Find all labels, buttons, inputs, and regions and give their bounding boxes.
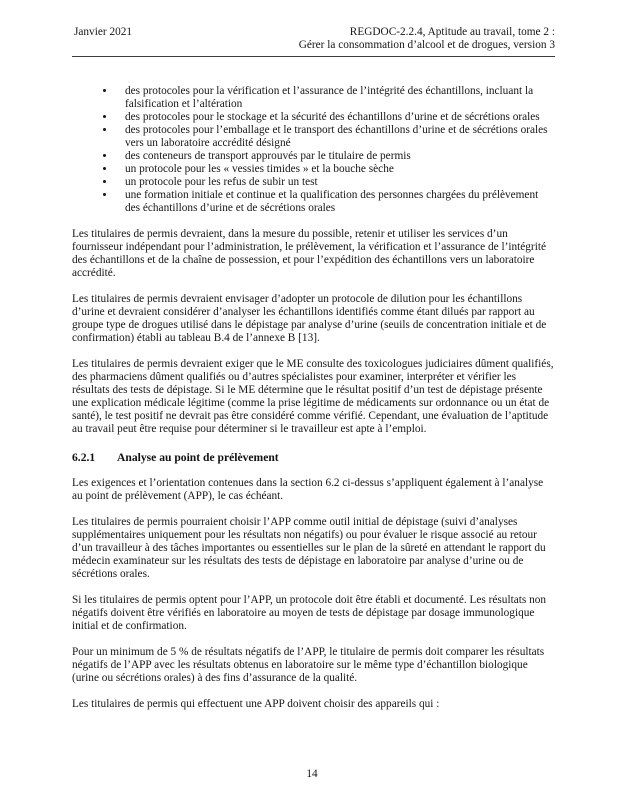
header-document-title — [299, 26, 555, 52]
paragraph: Les titulaires de permis devraient, dans la mesure du possible, retenir et utiliser les services d’un fournisseur indépendant pour l’administration, le prélèvement, la vérification et l’assurance de l’intégrité des échantillons et de la chaîne de possession, et pour l’expédition des échantillons vers un laboratoire accrédité. — [72, 228, 546, 279]
page-number: 14 — [306, 768, 318, 780]
paragraph: Les titulaires de permis devraient exiger que le ME consulte des toxicologues judiciaires dûment qualifiés, des pharmaciens dûment qualifiés ou d’autres spécialistes pour examiner, interpréter et vérifier les résultats des tests de dépistage. Si le ME détermine que le résultat positif d’un test de dépistage présente une explication médicale légitime (comme la prise légitime de médicaments sur ordonnance ou un état de santé), le test positif ne devrait pas être considéré comme vérifié. Cependant, une évaluation de l’aptitude au travail peut être requise pour déterminer si le travailleur est apte à l’emploi. — [72, 358, 554, 435]
list-item: • des protocoles pour le stockage et la sécurité des échantillons d’urine et de sécrétions orales — [116, 111, 555, 124]
list-item: • des protocoles pour la vérification et l’assurance de l’intégrité des échantillons, incluant la falsification et l’altération — [116, 85, 555, 111]
list-item: • des conteneurs de transport approuvés par le titulaire de permis — [116, 150, 555, 163]
page-footer — [0, 768, 624, 781]
header-rule — [72, 56, 555, 57]
list-item: • un protocole pour les refus de subir un test — [116, 176, 555, 189]
paragraph: Les exigences et l’orientation contenues dans la section 6.2 ci-dessus s’appliquent également à l’analyse au point de prélèvement (APP), le cas échéant. — [72, 477, 544, 502]
header-date: Janvier 2021 — [74, 26, 133, 38]
list-item: • une formation initiale et continue et la qualification des personnes chargées du prélèvement des échantillons d’urine et de sécrétions orales — [116, 189, 555, 215]
paragraph: Les titulaires de permis qui effectuent une APP doivent choisir des appareils qui : — [72, 698, 440, 710]
list-item: • des protocoles pour l’emballage et le transport des échantillons d’urine et de sécrétions orales vers un laboratoire accrédité désigné — [116, 124, 555, 150]
list-item: • un protocole pour les « vessies timides » et la bouche sèche — [116, 163, 555, 176]
section-title: Analyse au point de prélèvement — [117, 451, 279, 464]
paragraph: Les titulaires de permis pourraient choisir l’APP comme outil initial de dépistage (suivi d’analyses supplémentaires uniquement pour les résultats non négatifs) ou pour évaluer le risque associé au retour d’un travailleur à des tâches importantes ou essentielles sur le plan de la sûreté en attendant le rapport du médecin examinateur sur les résultats des tests de dépistage en laboratoire par analyse d’urine ou de sécrétions orales. — [72, 516, 546, 580]
paragraph: Les titulaires de permis devraient envisager d’adopter un protocole de dilution pour les échantillons d’urine et devraient considérer d’analyser les échantillons identifiés comme étant dilués par rapport au groupe type de drogues utilisé dans le dépistage par analyse d’urine (seuils de concentration initiale et de confirmation) établi au tableau B.4 de l’annexe B [13]. — [72, 293, 547, 344]
document-body — [72, 85, 555, 711]
section-number: 6.2.1 — [72, 451, 96, 464]
section-heading — [72, 451, 555, 464]
paragraph: Pour un minimum de 5 % de résultats négatifs de l’APP, le titulaire de permis doit comparer les résultats négatifs de l’APP avec les résultats obtenus en laboratoire sur le même type d’échantillon biologique (urine ou sécrétions orales) à des fins d’assurance de la qualité. — [72, 646, 545, 684]
bullet-list — [72, 85, 555, 215]
header-title-line2: Gérer la consommation d’alcool et de drogues, version 3 — [298, 39, 555, 51]
page-header — [72, 26, 555, 52]
paragraph: Si les titulaires de permis optent pour l’APP, un protocole doit être établi et documenté. Les résultats non négatifs doivent être vérifiés en laboratoire au moyen de tests de dépistage par dosage immunologique initial et de confirmation. — [72, 594, 547, 632]
header-title-line1: REGDOC-2.2.4, Aptitude au travail, tome 2 : — [349, 26, 555, 38]
